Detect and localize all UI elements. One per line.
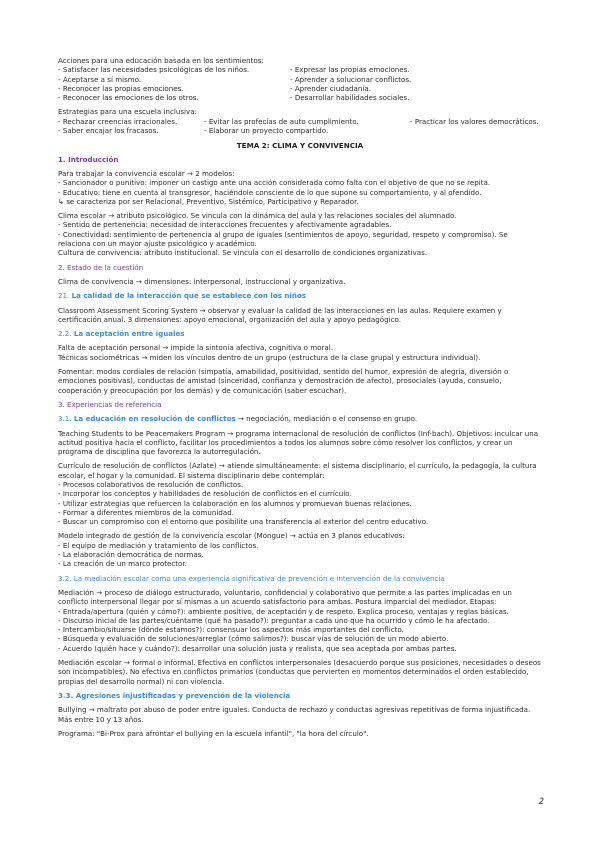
paragraph: Modelo integrado de gestión de la convivencia escolar (Mongue) → actúa en 3 planos educativos:: [58, 531, 405, 541]
list-item: - Acuerdo (quién hace y cuándo?): desarrollar una solución justa y realista, que sea aceptada por ambas partes.: [58, 643, 457, 653]
paragraph: Clima de convivencia → dimensiones: interpersonal, instruccional y organizativa.: [58, 276, 346, 286]
strategies-heading: Estrategias para una escuela inclusiva:: [58, 107, 197, 117]
list-item: - Educativo: tiene en cuenta al transgresor, haciéndole consciente de lo que supone su comportamiento, y al ofendido.: [58, 187, 482, 197]
list-item: - Evitar las profecías de auto cumplimiento.: [204, 116, 359, 126]
list-item: - Búsqueda y evaluación de soluciones/arreglar (cómo salimos?): buscar vías de solución de un modo abierto.: [58, 634, 449, 644]
paragraph: Cultura de convivencia: atributo institucional. Se vincula con el desarrollo de condiciones organizativas.: [58, 248, 428, 258]
paragraph: Clima escolar → atributo psicológico. Se vincula con la dinámica del aula y las relaciones sociales del alumnado.: [58, 211, 457, 221]
list-item: - Reconocer las propias emociones.: [58, 83, 184, 93]
list-item: - La elaboración democrática de normas.: [58, 550, 204, 560]
list-item: - Buscar un compromiso con el entorno que posibilite una transferencia al exterior del centro educativo.: [58, 517, 429, 527]
paragraph: Mediación escolar → formal o informal. Efectiva en conflictos interpersonales (desacuerdo porque sus posiciones, necesidades o deseos son incompatibles). No efectiva en conflictos primarios (conductas que pervierten en momentos determinados el orden establecido, propias del desarrollo normal) ni con violencia.: [58, 658, 541, 686]
intro-heading: Acciones para una educación basada en los sentimientos:: [58, 56, 264, 65]
section-number: 2.2.: [58, 329, 72, 339]
paragraph: Teaching Students to be Peacemakers Program → programa internacional de resolución de conflictos (Inf-bach). Objetivos: inculcar una actitud positiva hacia el conflicto, facilitar los procedimientos a todos los alumnos sobre cómo resolver los conflictos, y crear un programa de disciplina que favorezca la autorregulación.: [58, 428, 539, 457]
list-item: - Saber encajar los fracasos.: [58, 126, 159, 136]
section-heading-introduccion: 1. Introducción: [58, 154, 119, 164]
list-item: - Aprender ciudadanía.: [290, 83, 371, 93]
list-item: - Reconocer las emociones de los otros.: [58, 93, 199, 103]
tema-title: TEMA 2: CLIMA Y CONVIVENCIA: [236, 141, 364, 151]
list-item: - Discurso inicial de las partes/cuéntame (qué ha pasado?): preguntar a cada uno que ha ocurrido y cómo le ha afectado.: [58, 615, 490, 625]
list-item: - Utilizar estrategias que refuercen la colaboración en los alumnos y promuevan buenas relaciones.: [58, 498, 412, 508]
list-item: - Practicar los valores democráticos.: [410, 116, 539, 126]
document-page: [58, 56, 542, 738]
list-item: - Desarrollar habilidades sociales.: [290, 93, 410, 103]
list-item: - Satisfacer las necesidades psicológicas de los niños.: [58, 65, 250, 75]
list-item: - La creación de un marco protector.: [58, 559, 187, 569]
list-item: - Procesos colaborativos de resolución de conflictos.: [58, 479, 244, 489]
section-number: 21.: [58, 291, 70, 301]
actions-right: [290, 65, 542, 102]
list-item: - Incorporar los conceptos y habilidades de resolución de conflictos en el currículo.: [58, 489, 352, 499]
paragraph: Bullying → maltrato por abuso de poder entre iguales. Conducta de rechazo y conductas agresivas repetitivas de forma injustificada. Más entre 10 y 13 años.: [58, 705, 531, 724]
list-item: - Conectividad: sentimiento de pertenencia al grupo de iguales (sentimientos de apoyo, seguridad, respeto y compromiso). Se relaciona con un mayor ajuste psicológico y académico.: [58, 229, 508, 249]
page-number: 2: [538, 797, 544, 807]
section-heading-agresiones: 3.3. Agresiones injustificadas y prevención de la violencia: [58, 690, 291, 700]
list-item: ↳ se caracteriza por ser Relacional, Preventivo, Sistémico, Participativo y Reparador.: [58, 196, 359, 206]
section-heading-mediacion: 3.2. La mediación escolar como una experiencia significativa de prevención e intervención de la convivencia: [58, 573, 445, 583]
strategies-col-1: [58, 117, 198, 136]
paragraph: Classroom Assessment Scoring System → observar y evaluar la calidad de las interacciones en las aulas. Requiere examen y certificación anual. 3 dimensiones: apoyo emocional, organización del aula y apoyo pedagógico.: [58, 305, 502, 324]
list-item: - Formar a diferentes miembros de la comunidad.: [58, 507, 234, 517]
actions-list: [58, 65, 542, 102]
section-heading-aceptacion: [58, 329, 542, 338]
section-tail: → negociación, mediación o el consenso en grupo.: [235, 414, 418, 424]
list-item: - Elaborar un proyecto compartido.: [204, 126, 329, 136]
section-title: La educación en resolución de conflictos: [73, 414, 236, 424]
paragraph: Técnicas sociométricas → miden los vínculos dentro de un grupo (estructura de la clase grupal y estructura individual).: [58, 352, 481, 362]
list-item: - Sancionador o punitivo: imponer un castigo ante una acción considerada como falta con el objetivo de que no se repita.: [58, 178, 491, 188]
section-heading-estado: 2. Estado de la cuestión: [58, 262, 144, 272]
paragraph: Fomentar: modos cordiales de relación (simpatía, amabilidad, positividad, sentido del humor, expresión de alegría, diversión o emociones positivas), conductas de amistad (sinceridad, confianza y demostración de afecto), prosociales (ayuda, consuelo, cooperación y preocupación por los demás) y de comunicación (saber escuchar).: [58, 367, 509, 395]
list-item: - El equipo de mediación y tratamiento de los conflictos.: [58, 540, 259, 550]
section-heading-experiencias: 3. Experiencias de referencia: [58, 399, 162, 409]
list-item: - Expresar las propias emociones.: [290, 65, 410, 75]
paragraph: Programa: "Bi-Prox para afrontar el bullying en la escuela infantil", "la hora del círculo".: [58, 728, 369, 738]
actions-left: [58, 65, 284, 102]
section-title: La aceptación entre iguales: [73, 329, 185, 339]
list-item: - Sentido de pertenencia: necesidad de interacciones frecuentes y afectivamente agradables.: [58, 220, 392, 230]
list-item: - Intercambio/situarse (dónde estamos?): consensuar los aspectos más importantes del conflicto.: [58, 625, 404, 635]
strategies-col-3: [410, 117, 542, 136]
paragraph: Currículo de resolución de conflictos (Azlate) → atiende simultáneamente: el sistema disciplinario, el currículo, la pedagogía, la cultura escolar, el hogar y la comunidad. El sistema disciplinario debe contemplar:: [58, 461, 537, 480]
list-item: - Rechazar creencias irracionales.: [58, 116, 178, 126]
paragraph: Para trabajar la convivencia escolar → 2 modelos:: [58, 168, 235, 178]
paragraph: Mediación → proceso de diálogo estructurado, voluntario, confidencial y colaborativo que permite a las partes implicadas en un conflicto interpersonal llegar por sí mismas a un acuerdo satisfactorio para ambas. Postura imparcial del mediador. Etapas:: [58, 587, 512, 607]
paragraph: Falta de aceptación personal → impide la sintonía afectiva, cognitiva o moral.: [58, 343, 333, 353]
list-item: - Entrada/apertura (quién y cómo?): ambiente positivo, de aceptación y de respeto. Explica proceso, ventajas y reglas básicas.: [58, 606, 509, 616]
section-title: La calidad de la interacción que se establece con los niños: [71, 291, 307, 301]
section-number: 3.1.: [58, 414, 72, 424]
list-item: - Aceptarse a sí mismo.: [58, 74, 142, 84]
list-item: - Aprender a solucionar conflictos.: [290, 74, 412, 84]
section-heading-resolucion: [58, 414, 542, 423]
section-heading-calidad: [58, 291, 542, 300]
strategies-list: [58, 117, 542, 136]
strategies-col-2: [204, 117, 404, 136]
